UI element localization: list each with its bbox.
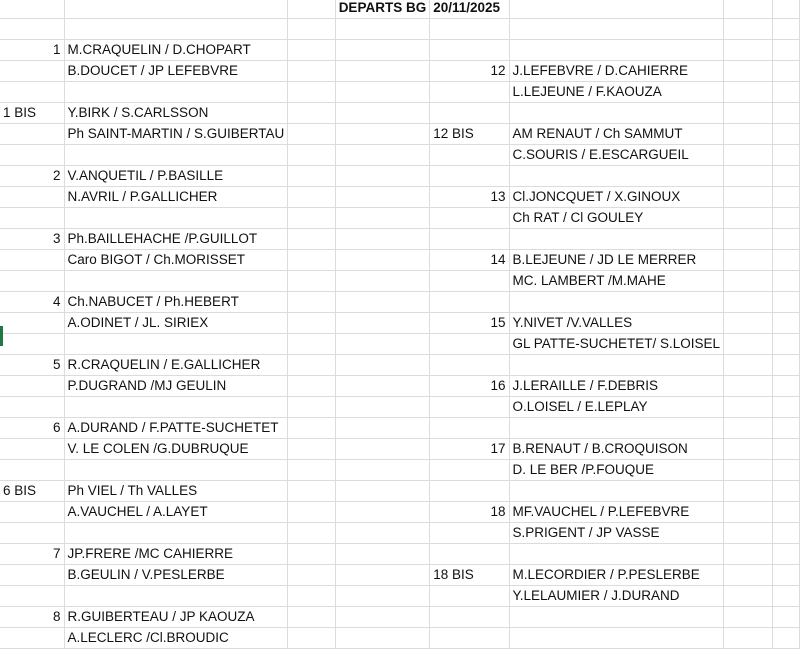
- cell[interactable]: [430, 291, 509, 312]
- pairing-line-cell[interactable]: J.LERAILLE / F.DEBRIS: [509, 375, 724, 396]
- cell[interactable]: [772, 60, 800, 81]
- group-number-cell[interactable]: 16: [430, 375, 509, 396]
- cell[interactable]: [288, 501, 335, 522]
- sheet-row: [0, 333, 800, 354]
- cell[interactable]: [724, 39, 772, 60]
- cell[interactable]: [724, 333, 772, 354]
- cell[interactable]: [335, 480, 430, 501]
- sheet-row: [0, 270, 800, 291]
- cell[interactable]: [772, 480, 800, 501]
- cell[interactable]: [0, 585, 64, 606]
- cell[interactable]: [772, 459, 800, 480]
- cell[interactable]: [430, 19, 509, 40]
- cell[interactable]: [772, 606, 800, 627]
- cell[interactable]: [64, 333, 288, 354]
- title-date-cell[interactable]: 20/11/2025: [430, 0, 509, 19]
- cell[interactable]: [430, 81, 509, 102]
- cell[interactable]: [335, 627, 430, 648]
- cell[interactable]: [724, 186, 772, 207]
- cell[interactable]: [0, 81, 64, 102]
- group-number-cell[interactable]: 18 BIS: [430, 564, 509, 585]
- cell[interactable]: [288, 291, 335, 312]
- cell[interactable]: [772, 396, 800, 417]
- cell[interactable]: [509, 228, 724, 249]
- pairing-line-cell[interactable]: B.DOUCET / JP LEFEBVRE: [64, 60, 288, 81]
- cell[interactable]: [724, 627, 772, 648]
- pairing-line-cell[interactable]: Caro BIGOT / Ch.MORISSET: [64, 249, 288, 270]
- cell[interactable]: [288, 627, 335, 648]
- cell[interactable]: [288, 270, 335, 291]
- cell[interactable]: [430, 102, 509, 123]
- pairing-line-cell[interactable]: P.DUGRAND /MJ GEULIN: [64, 375, 288, 396]
- sheet-row: [0, 480, 800, 501]
- cell[interactable]: [724, 144, 772, 165]
- cell[interactable]: [288, 312, 335, 333]
- cell[interactable]: [64, 19, 288, 40]
- cell[interactable]: [0, 333, 64, 354]
- cell[interactable]: [335, 81, 430, 102]
- sheet-row: [0, 396, 800, 417]
- title-label-cell[interactable]: DEPARTS BG: [335, 0, 430, 19]
- cell[interactable]: [288, 480, 335, 501]
- cell[interactable]: [288, 144, 335, 165]
- cell[interactable]: [288, 585, 335, 606]
- cell[interactable]: [335, 19, 430, 40]
- pairing-line-cell[interactable]: Ph SAINT-MARTIN / S.GUIBERTAU: [64, 123, 288, 144]
- sheet-row: [0, 249, 800, 270]
- cell[interactable]: [724, 459, 772, 480]
- cell[interactable]: [288, 165, 335, 186]
- cell[interactable]: [0, 522, 64, 543]
- group-number-cell[interactable]: 14: [430, 249, 509, 270]
- cell[interactable]: [509, 480, 724, 501]
- pairing-line-cell[interactable]: GL PATTE-SUCHETET/ S.LOISEL: [509, 333, 724, 354]
- cell[interactable]: [288, 186, 335, 207]
- cell[interactable]: [724, 0, 772, 19]
- cell[interactable]: [772, 81, 800, 102]
- cell[interactable]: [430, 480, 509, 501]
- sheet-row: [0, 543, 800, 564]
- cell[interactable]: [772, 102, 800, 123]
- cell[interactable]: [509, 606, 724, 627]
- group-number-cell[interactable]: 1: [0, 39, 64, 60]
- cell[interactable]: [0, 123, 64, 144]
- cell[interactable]: [772, 0, 800, 19]
- cell[interactable]: [724, 564, 772, 585]
- cell[interactable]: [772, 186, 800, 207]
- pairing-line-cell[interactable]: A.LECLERC /Cl.BROUDIC: [64, 627, 288, 648]
- pairing-line-cell[interactable]: C.SOURIS / E.ESCARGUEIL: [509, 144, 724, 165]
- cell[interactable]: [64, 396, 288, 417]
- cell[interactable]: [64, 459, 288, 480]
- cell[interactable]: [724, 165, 772, 186]
- cell[interactable]: [772, 333, 800, 354]
- cell[interactable]: [772, 123, 800, 144]
- cell[interactable]: [430, 165, 509, 186]
- cell[interactable]: [430, 417, 509, 438]
- cell[interactable]: [430, 396, 509, 417]
- pairing-line-cell[interactable]: MC. LAMBERT /M.MAHE: [509, 270, 724, 291]
- cell[interactable]: [724, 522, 772, 543]
- group-number-cell[interactable]: 7: [0, 543, 64, 564]
- group-number-cell[interactable]: 3: [0, 228, 64, 249]
- cell[interactable]: [772, 19, 800, 40]
- pairing-line-cell[interactable]: Ph VIEL / Th VALLES: [64, 480, 288, 501]
- cell[interactable]: [772, 627, 800, 648]
- cell[interactable]: [772, 354, 800, 375]
- group-number-cell[interactable]: 6: [0, 417, 64, 438]
- group-number-cell[interactable]: 13: [430, 186, 509, 207]
- cell[interactable]: [288, 39, 335, 60]
- pairing-line-cell[interactable]: Ch.NABUCET / Ph.HEBERT: [64, 291, 288, 312]
- cell[interactable]: [724, 438, 772, 459]
- cell[interactable]: [724, 207, 772, 228]
- cell[interactable]: [724, 543, 772, 564]
- cell[interactable]: [335, 375, 430, 396]
- cell[interactable]: [724, 102, 772, 123]
- cell[interactable]: [724, 249, 772, 270]
- cell[interactable]: [430, 543, 509, 564]
- cell[interactable]: [430, 207, 509, 228]
- sheet-row: [0, 417, 800, 438]
- pairing-line-cell[interactable]: S.PRIGENT / JP VASSE: [509, 522, 724, 543]
- cell[interactable]: [335, 144, 430, 165]
- cell[interactable]: [288, 417, 335, 438]
- sheet-row: [0, 228, 800, 249]
- pairing-line-cell[interactable]: V.ANQUETIL / P.BASILLE: [64, 165, 288, 186]
- cell[interactable]: [335, 459, 430, 480]
- cell[interactable]: [724, 312, 772, 333]
- cell[interactable]: [288, 375, 335, 396]
- cell[interactable]: [288, 228, 335, 249]
- cell[interactable]: [0, 564, 64, 585]
- sheet-row: [0, 354, 800, 375]
- pairing-line-cell[interactable]: O.LOISEL / E.LEPLAY: [509, 396, 724, 417]
- cell[interactable]: [0, 270, 64, 291]
- pairing-line-cell[interactable]: L.LEJEUNE / F.KAOUZA: [509, 81, 724, 102]
- cell[interactable]: [0, 144, 64, 165]
- cell[interactable]: [335, 396, 430, 417]
- cell[interactable]: [509, 627, 724, 648]
- cell[interactable]: [0, 396, 64, 417]
- cell[interactable]: [335, 354, 430, 375]
- row-selection-marker: [0, 326, 3, 346]
- cell[interactable]: [288, 438, 335, 459]
- sheet-row: [0, 165, 800, 186]
- cell[interactable]: [772, 144, 800, 165]
- cell[interactable]: [335, 165, 430, 186]
- pairing-line-cell[interactable]: M.LECORDIER / P.PESLERBE: [509, 564, 724, 585]
- cell[interactable]: [724, 375, 772, 396]
- cell[interactable]: [64, 0, 288, 19]
- cell[interactable]: [288, 543, 335, 564]
- cell[interactable]: [335, 312, 430, 333]
- cell[interactable]: [335, 249, 430, 270]
- cell[interactable]: [772, 564, 800, 585]
- pairing-line-cell[interactable]: J.LEFEBVRE / D.CAHIERRE: [509, 60, 724, 81]
- cell[interactable]: [430, 333, 509, 354]
- cell[interactable]: [0, 186, 64, 207]
- cell[interactable]: [335, 417, 430, 438]
- cell[interactable]: [772, 228, 800, 249]
- pairing-line-cell[interactable]: AM RENAUT / Ch SAMMUT: [509, 123, 724, 144]
- cell[interactable]: [64, 270, 288, 291]
- sheet-row: [0, 19, 800, 40]
- cell[interactable]: [335, 123, 430, 144]
- cell[interactable]: [430, 627, 509, 648]
- sheet-row: [0, 459, 800, 480]
- sheet-row: [0, 585, 800, 606]
- cell[interactable]: [430, 354, 509, 375]
- cell[interactable]: [509, 165, 724, 186]
- cell[interactable]: [0, 312, 64, 333]
- cell[interactable]: [724, 354, 772, 375]
- pairing-line-cell[interactable]: D. LE BER /P.FOUQUE: [509, 459, 724, 480]
- cell[interactable]: [288, 564, 335, 585]
- group-number-cell[interactable]: 8: [0, 606, 64, 627]
- group-number-cell[interactable]: 12: [430, 60, 509, 81]
- cell[interactable]: [288, 81, 335, 102]
- cell[interactable]: [772, 291, 800, 312]
- cell[interactable]: [724, 270, 772, 291]
- cell[interactable]: [288, 354, 335, 375]
- cell[interactable]: [430, 228, 509, 249]
- cell[interactable]: [772, 207, 800, 228]
- pairing-line-cell[interactable]: B.GEULIN / V.PESLERBE: [64, 564, 288, 585]
- pairing-line-cell[interactable]: A.ODINET / JL. SIRIEX: [64, 312, 288, 333]
- cell[interactable]: [288, 207, 335, 228]
- cell[interactable]: [772, 417, 800, 438]
- cell[interactable]: [335, 606, 430, 627]
- cell[interactable]: [724, 417, 772, 438]
- cell[interactable]: [430, 39, 509, 60]
- cell[interactable]: [724, 291, 772, 312]
- group-number-cell[interactable]: 18: [430, 501, 509, 522]
- cell[interactable]: [772, 375, 800, 396]
- sheet-row: [0, 564, 800, 585]
- cell[interactable]: [724, 585, 772, 606]
- sheet-row: [0, 0, 800, 19]
- cell[interactable]: [772, 312, 800, 333]
- group-number-cell[interactable]: 15: [430, 312, 509, 333]
- sheet-row: [0, 627, 800, 648]
- cell[interactable]: [335, 522, 430, 543]
- cell[interactable]: [0, 459, 64, 480]
- pairing-line-cell[interactable]: Ch RAT / Cl GOULEY: [509, 207, 724, 228]
- pairing-line-cell[interactable]: JP.FRERE /MC CAHIERRE: [64, 543, 288, 564]
- sheet-row: [0, 438, 800, 459]
- cell[interactable]: [288, 249, 335, 270]
- cell[interactable]: [335, 39, 430, 60]
- cell[interactable]: [0, 501, 64, 522]
- cell[interactable]: [335, 333, 430, 354]
- cell[interactable]: [288, 19, 335, 40]
- cell[interactable]: [509, 19, 724, 40]
- pairing-line-cell[interactable]: R.GUIBERTEAU / JP KAOUZA: [64, 606, 288, 627]
- cell[interactable]: [772, 585, 800, 606]
- cell[interactable]: [335, 270, 430, 291]
- cell[interactable]: [724, 501, 772, 522]
- group-number-cell[interactable]: 4: [0, 291, 64, 312]
- cell[interactable]: [430, 270, 509, 291]
- sheet-row: [0, 144, 800, 165]
- cell[interactable]: [64, 585, 288, 606]
- cell[interactable]: [0, 627, 64, 648]
- cell[interactable]: [724, 60, 772, 81]
- cell[interactable]: [335, 60, 430, 81]
- sheet-row: [0, 522, 800, 543]
- pairing-line-cell[interactable]: Cl.JONCQUET / X.GINOUX: [509, 186, 724, 207]
- cell[interactable]: [64, 81, 288, 102]
- pairing-line-cell[interactable]: B.RENAUT / B.CROQUISON: [509, 438, 724, 459]
- sheet-row: [0, 606, 800, 627]
- cell[interactable]: [509, 543, 724, 564]
- cell[interactable]: [724, 480, 772, 501]
- sheet-row: [0, 501, 800, 522]
- group-number-cell[interactable]: 12 BIS: [430, 123, 509, 144]
- group-number-cell[interactable]: 1 BIS: [0, 102, 64, 123]
- pairing-line-cell[interactable]: A.DURAND / F.PATTE-SUCHETET: [64, 417, 288, 438]
- pairing-line-cell[interactable]: Y.BIRK / S.CARLSSON: [64, 102, 288, 123]
- pairing-line-cell[interactable]: Y.NIVET /V.VALLES: [509, 312, 724, 333]
- cell[interactable]: [64, 522, 288, 543]
- pairing-line-cell[interactable]: MF.VAUCHEL / P.LEFEBVRE: [509, 501, 724, 522]
- cell[interactable]: [335, 186, 430, 207]
- cell[interactable]: [509, 417, 724, 438]
- cell[interactable]: [0, 375, 64, 396]
- cell[interactable]: [288, 0, 335, 19]
- cell[interactable]: [335, 102, 430, 123]
- cell[interactable]: [64, 207, 288, 228]
- group-number-cell[interactable]: 2: [0, 165, 64, 186]
- cell[interactable]: [772, 270, 800, 291]
- sheet-row: [0, 102, 800, 123]
- cell[interactable]: [0, 19, 64, 40]
- cell[interactable]: [724, 123, 772, 144]
- pairing-line-cell[interactable]: Y.LELAUMIER / J.DURAND: [509, 585, 724, 606]
- cell[interactable]: [335, 543, 430, 564]
- cell[interactable]: [288, 333, 335, 354]
- pairing-line-cell[interactable]: V. LE COLEN /G.DUBRUQUE: [64, 438, 288, 459]
- pairing-line-cell[interactable]: R.CRAQUELIN / E.GALLICHER: [64, 354, 288, 375]
- pairing-line-cell[interactable]: M.CRAQUELIN / D.CHOPART: [64, 39, 288, 60]
- cell[interactable]: [772, 501, 800, 522]
- sheet-row: [0, 123, 800, 144]
- cell[interactable]: [509, 354, 724, 375]
- cell[interactable]: [430, 522, 509, 543]
- cell[interactable]: [288, 522, 335, 543]
- cell[interactable]: [430, 459, 509, 480]
- group-number-cell[interactable]: 5: [0, 354, 64, 375]
- cell[interactable]: [430, 585, 509, 606]
- cell[interactable]: [0, 0, 64, 19]
- cell[interactable]: [335, 228, 430, 249]
- cell[interactable]: [509, 0, 724, 19]
- cell[interactable]: [288, 123, 335, 144]
- cell[interactable]: [509, 102, 724, 123]
- group-number-cell[interactable]: 17: [430, 438, 509, 459]
- cell[interactable]: [772, 522, 800, 543]
- cell[interactable]: [0, 438, 64, 459]
- cell[interactable]: [772, 438, 800, 459]
- cell[interactable]: [288, 60, 335, 81]
- cell[interactable]: [335, 291, 430, 312]
- cell[interactable]: [772, 543, 800, 564]
- sheet-row: [0, 81, 800, 102]
- cell[interactable]: [0, 60, 64, 81]
- cell[interactable]: [430, 144, 509, 165]
- pairing-line-cell[interactable]: Ph.BAILLEHACHE /P.GUILLOT: [64, 228, 288, 249]
- cell[interactable]: [724, 396, 772, 417]
- cell[interactable]: [430, 606, 509, 627]
- pairing-line-cell[interactable]: N.AVRIL / P.GALLICHER: [64, 186, 288, 207]
- sheet-row: [0, 207, 800, 228]
- sheet-row: [0, 39, 800, 60]
- cell[interactable]: [288, 459, 335, 480]
- sheet-row: [0, 291, 800, 312]
- pairing-line-cell[interactable]: A.VAUCHEL / A.LAYET: [64, 501, 288, 522]
- cell[interactable]: [288, 102, 335, 123]
- cell[interactable]: [724, 81, 772, 102]
- cell[interactable]: [772, 249, 800, 270]
- cell[interactable]: [288, 396, 335, 417]
- cell[interactable]: [509, 39, 724, 60]
- cell[interactable]: [335, 438, 430, 459]
- cell[interactable]: [0, 249, 64, 270]
- cell[interactable]: [724, 606, 772, 627]
- sheet-row: [0, 312, 800, 333]
- cell[interactable]: [335, 585, 430, 606]
- cell[interactable]: [772, 39, 800, 60]
- pairing-line-cell[interactable]: B.LEJEUNE / JD LE MERRER: [509, 249, 724, 270]
- cell[interactable]: [724, 19, 772, 40]
- cell[interactable]: [772, 165, 800, 186]
- cell[interactable]: [64, 144, 288, 165]
- group-number-cell[interactable]: 6 BIS: [0, 480, 64, 501]
- cell[interactable]: [335, 207, 430, 228]
- cell[interactable]: [288, 606, 335, 627]
- sheet-row: [0, 186, 800, 207]
- cell[interactable]: [509, 291, 724, 312]
- cell[interactable]: [724, 228, 772, 249]
- cell[interactable]: [0, 207, 64, 228]
- sheet-row: [0, 60, 800, 81]
- cell[interactable]: [335, 564, 430, 585]
- sheet-row: [0, 375, 800, 396]
- cell[interactable]: [335, 501, 430, 522]
